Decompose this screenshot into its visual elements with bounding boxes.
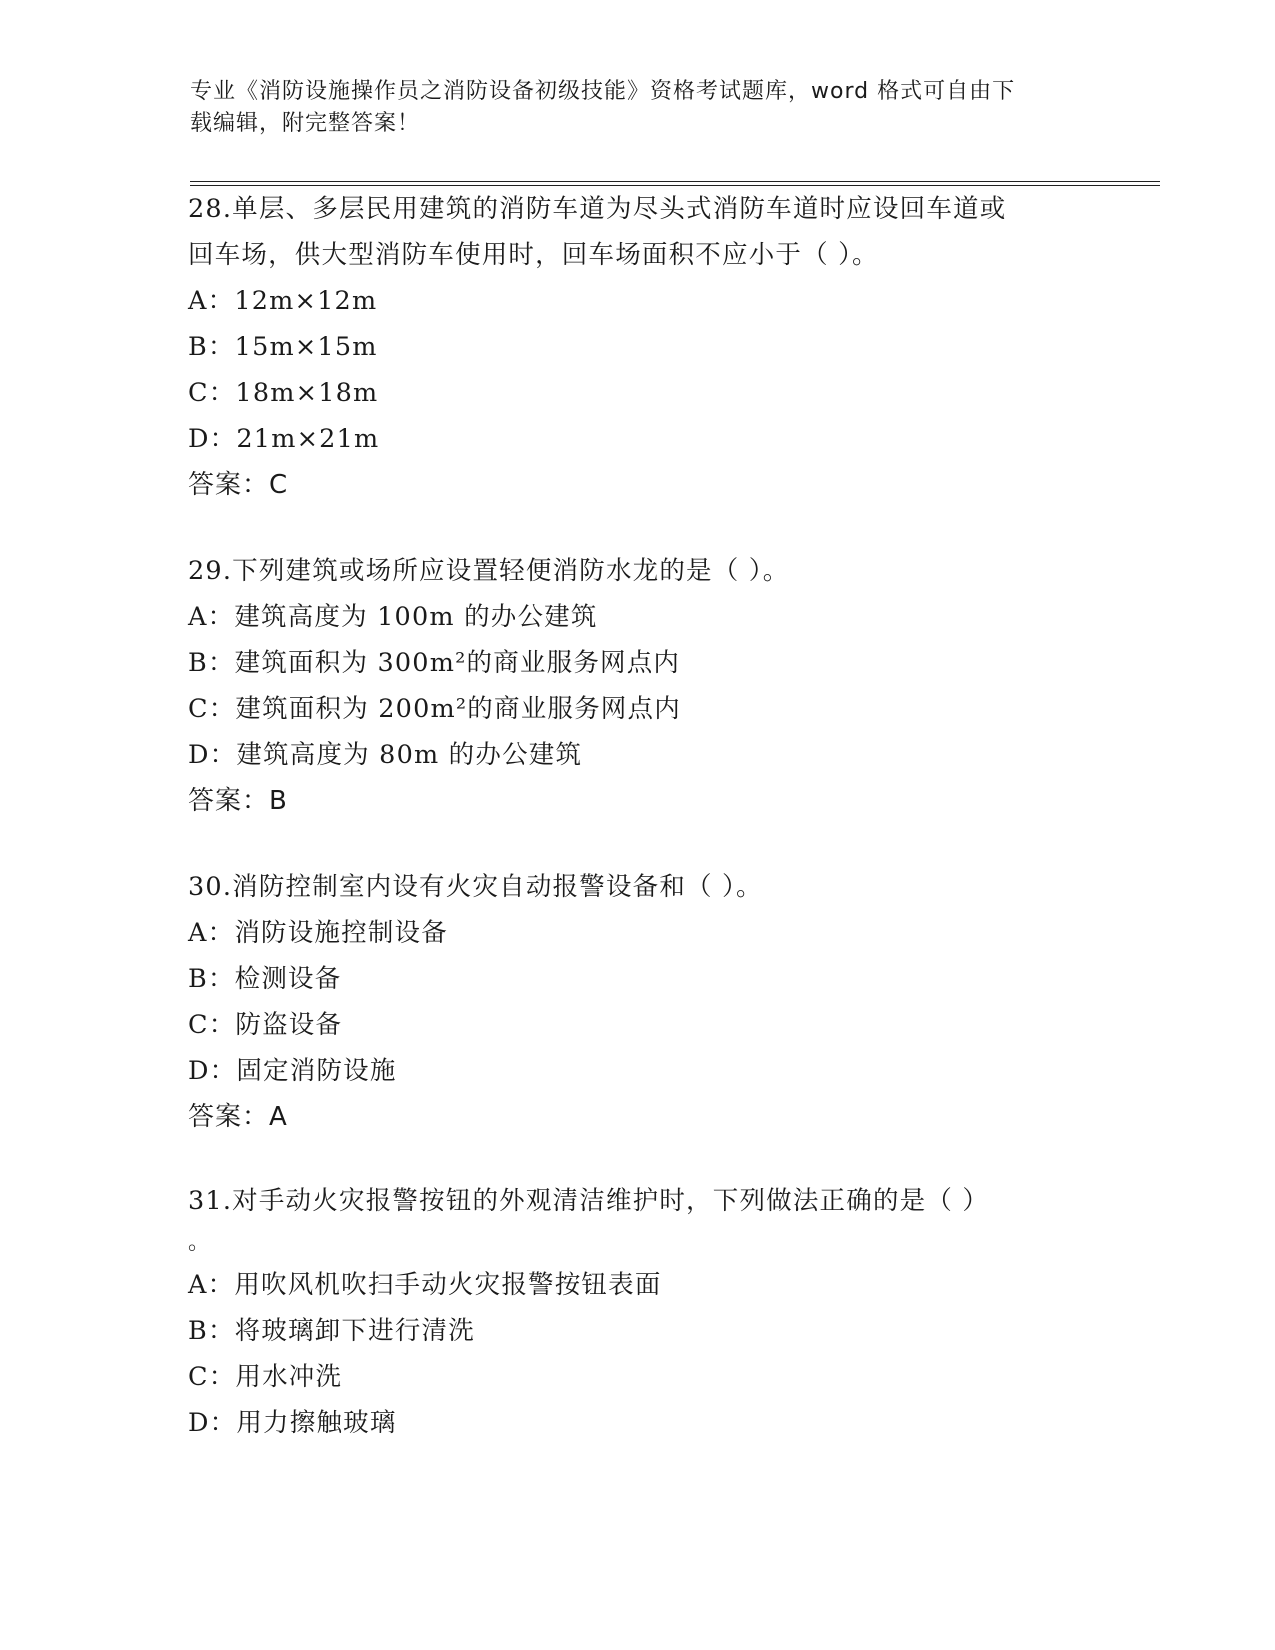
question-stem-line: 31.对手动火灾报警按钮的外观清洁维护时，下列做法正确的是（ ） (188, 1186, 990, 1216)
header-line-2: 载编辑，附完整答案！ (190, 111, 421, 136)
option-b: B：15m×15m (188, 332, 378, 362)
header-line-1: 专业《消防设施操作员之消防设备初级技能》资格考试题库，word 格式可自由下 (190, 79, 1016, 104)
answer: 答案：C (188, 470, 289, 500)
option-c: C：18m×18m (188, 378, 379, 408)
question-stem-line: 28.单层、多层民用建筑的消防车道为尽头式消防车道时应设回车道或 (188, 194, 1007, 224)
option-d: D：固定消防设施 (188, 1056, 397, 1086)
answer: 答案：B (188, 786, 288, 816)
option-d: D：21m×21m (188, 424, 380, 454)
option-b: B：建筑面积为 300m²的商业服务网点内 (188, 648, 681, 678)
document-header (190, 76, 1090, 140)
option-a: A：用吹风机吹扫手动火灾报警按钮表面 (188, 1270, 662, 1300)
option-c: C：用水冲洗 (188, 1362, 343, 1392)
option-c: C：防盗设备 (188, 1010, 343, 1040)
answer: 答案：A (188, 1102, 288, 1132)
option-a: A：12m×12m (188, 286, 378, 316)
option-a: A：建筑高度为 100m 的办公建筑 (188, 602, 598, 632)
question-28 (188, 186, 1088, 508)
question-stem-line: 。 (188, 1230, 212, 1255)
question-stem-line: 29.下列建筑或场所应设置轻便消防水龙的是（ ）。 (188, 556, 790, 586)
question-stem-line: 30.消防控制室内设有火灾自动报警设备和（ ）。 (188, 872, 763, 902)
option-d: D：建筑高度为 80m 的办公建筑 (188, 740, 583, 770)
option-d: D：用力擦触玻璃 (188, 1408, 397, 1438)
option-b: B：检测设备 (188, 964, 342, 994)
header-divider-top (190, 181, 1160, 182)
question-31 (188, 1178, 1088, 1446)
option-b: B：将玻璃卸下进行清洗 (188, 1316, 475, 1346)
question-30 (188, 864, 1088, 1140)
option-a: A：消防设施控制设备 (188, 918, 448, 948)
option-c: C：建筑面积为 200m²的商业服务网点内 (188, 694, 681, 724)
question-29 (188, 548, 1088, 824)
question-stem-line: 回车场，供大型消防车使用时，回车场面积不应小于（ ）。 (188, 240, 879, 270)
